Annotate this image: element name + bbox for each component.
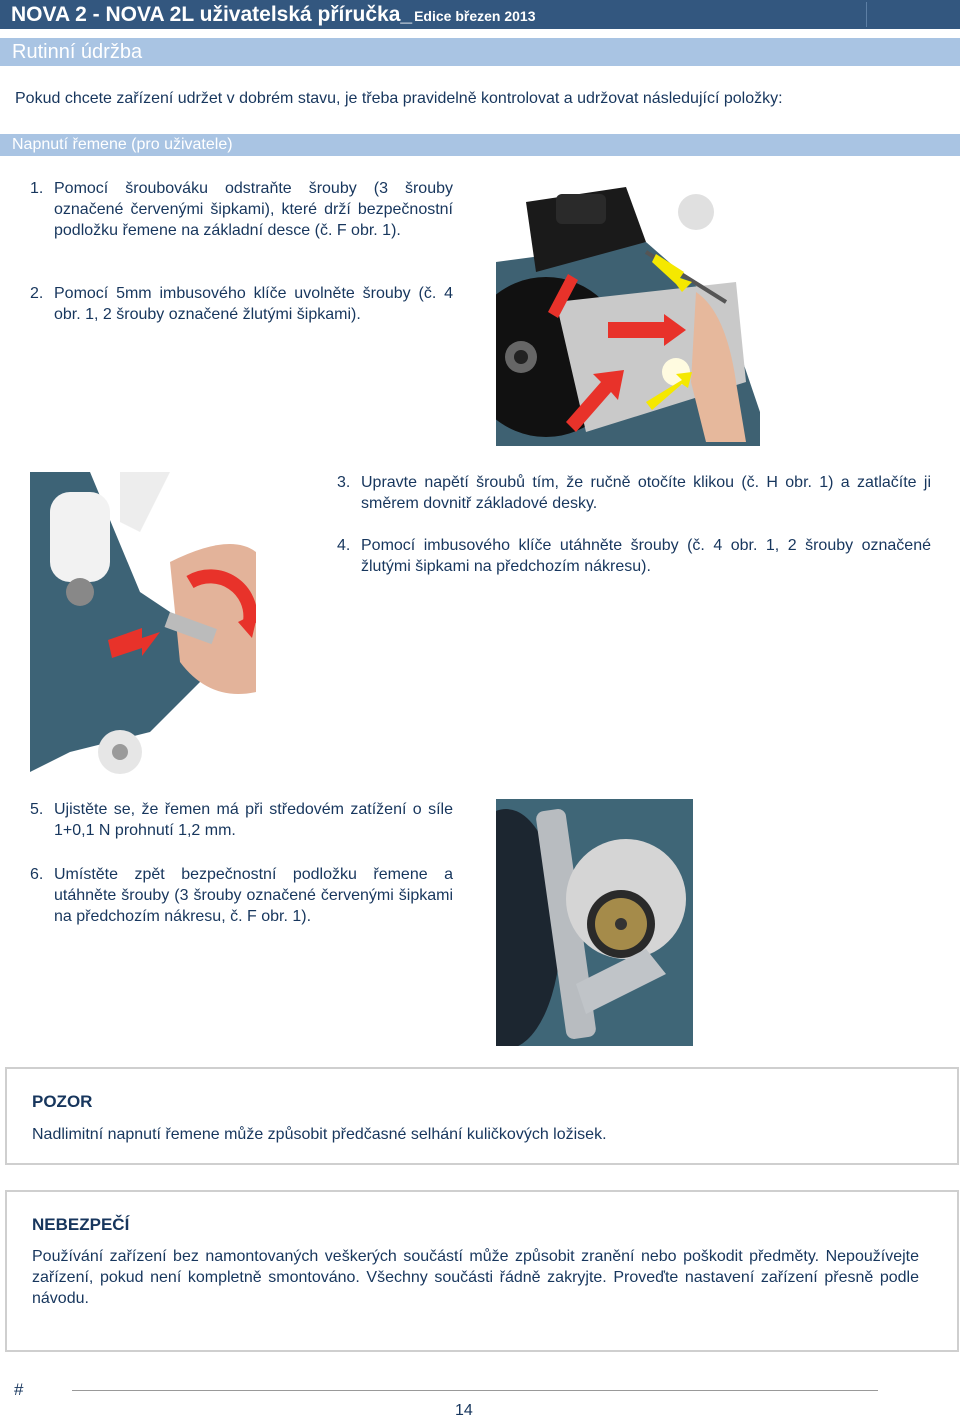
step-text: Ujistěte se, že řemen má při středovém zatížení o síle 1+0,1 N prohnutí 1,2 mm. xyxy=(54,801,453,839)
step-number: 4. xyxy=(337,537,351,554)
step-text: Pomocí imbusového klíče utáhněte šrouby (č. 4 obr. 1, 2 šrouby označené žlutými šipkami na předchozím nákresu). xyxy=(361,537,931,575)
step-3 xyxy=(337,472,931,514)
document-title: NOVA 2 - NOVA 2L uživatelská příručka_ xyxy=(11,3,413,26)
step-number: 6. xyxy=(30,866,44,883)
step-text: Pomocí šroubováku odstraňte šrouby (3 šrouby označené červenými šipkami), které drží bezpečnostní podložku řemene na základní desce (č. F obr. 1). xyxy=(54,180,453,239)
step-6 xyxy=(30,864,453,927)
step-4 xyxy=(337,535,931,577)
danger-box xyxy=(5,1190,959,1352)
step-1 xyxy=(30,178,453,241)
tension-adjust-illustration xyxy=(30,472,256,777)
caution-text: Nadlimitní napnutí řemene může způsobit předčasné selhání kuličkových ložisek. xyxy=(32,1126,607,1143)
step-text: Upravte napětí šroubů tím, že ručně otočíte klikou (č. H obr. 1) a zatlačíte ji směrem dovnitř základové desky. xyxy=(361,474,931,512)
intro-paragraph: Pokud chcete zařízení udržet v dobrém stavu, je třeba pravidelně kontrolovat a udržovat následující položky: xyxy=(15,90,783,107)
document-header xyxy=(0,0,960,29)
danger-text: Používání zařízení bez namontovaných veškerých součástí může způsobit zranění nebo poškodit předměty. Nepoužívejte zařízení, pokud není kompletně smontováno. Všechny součásti řádně zakryjte. Proveďte nastavení zařízení přesně podle návodu. xyxy=(32,1248,919,1307)
step-number: 3. xyxy=(337,474,351,491)
step-number: 5. xyxy=(30,801,44,818)
belt-guard-illustration xyxy=(496,182,760,446)
subsection-title: Napnutí řemene (pro uživatele) xyxy=(0,134,960,156)
footer-hash: # xyxy=(14,1380,24,1399)
header-divider xyxy=(866,2,867,27)
step-number: 1. xyxy=(30,180,44,197)
belt-pulley-photo xyxy=(496,799,693,1046)
step-text: Pomocí 5mm imbusového klíče uvolněte šrouby (č. 4 obr. 1, 2 šrouby označené žlutými šipkami). xyxy=(54,285,453,323)
step-text: Umístěte zpět bezpečnostní podložku řemene a utáhněte šrouby (3 šrouby označené červenými šipkami na předchozím nákresu, č. F obr. 1). xyxy=(54,866,453,925)
caution-box xyxy=(5,1067,959,1165)
step-number: 2. xyxy=(30,285,44,302)
step-2 xyxy=(30,283,453,325)
caution-title: POZOR xyxy=(32,1092,93,1111)
tension-adjust-photo xyxy=(30,472,256,777)
edition-label: Edice březen 2013 xyxy=(414,8,536,24)
belt-guard-photo xyxy=(496,182,760,446)
step-5 xyxy=(30,799,453,841)
footer-divider xyxy=(72,1390,878,1391)
belt-pulley-illustration xyxy=(496,799,693,1046)
section-title: Rutinní údržba xyxy=(0,38,960,66)
danger-title: NEBEZPEČÍ xyxy=(32,1215,130,1234)
page-number: 14 xyxy=(455,1402,473,1419)
